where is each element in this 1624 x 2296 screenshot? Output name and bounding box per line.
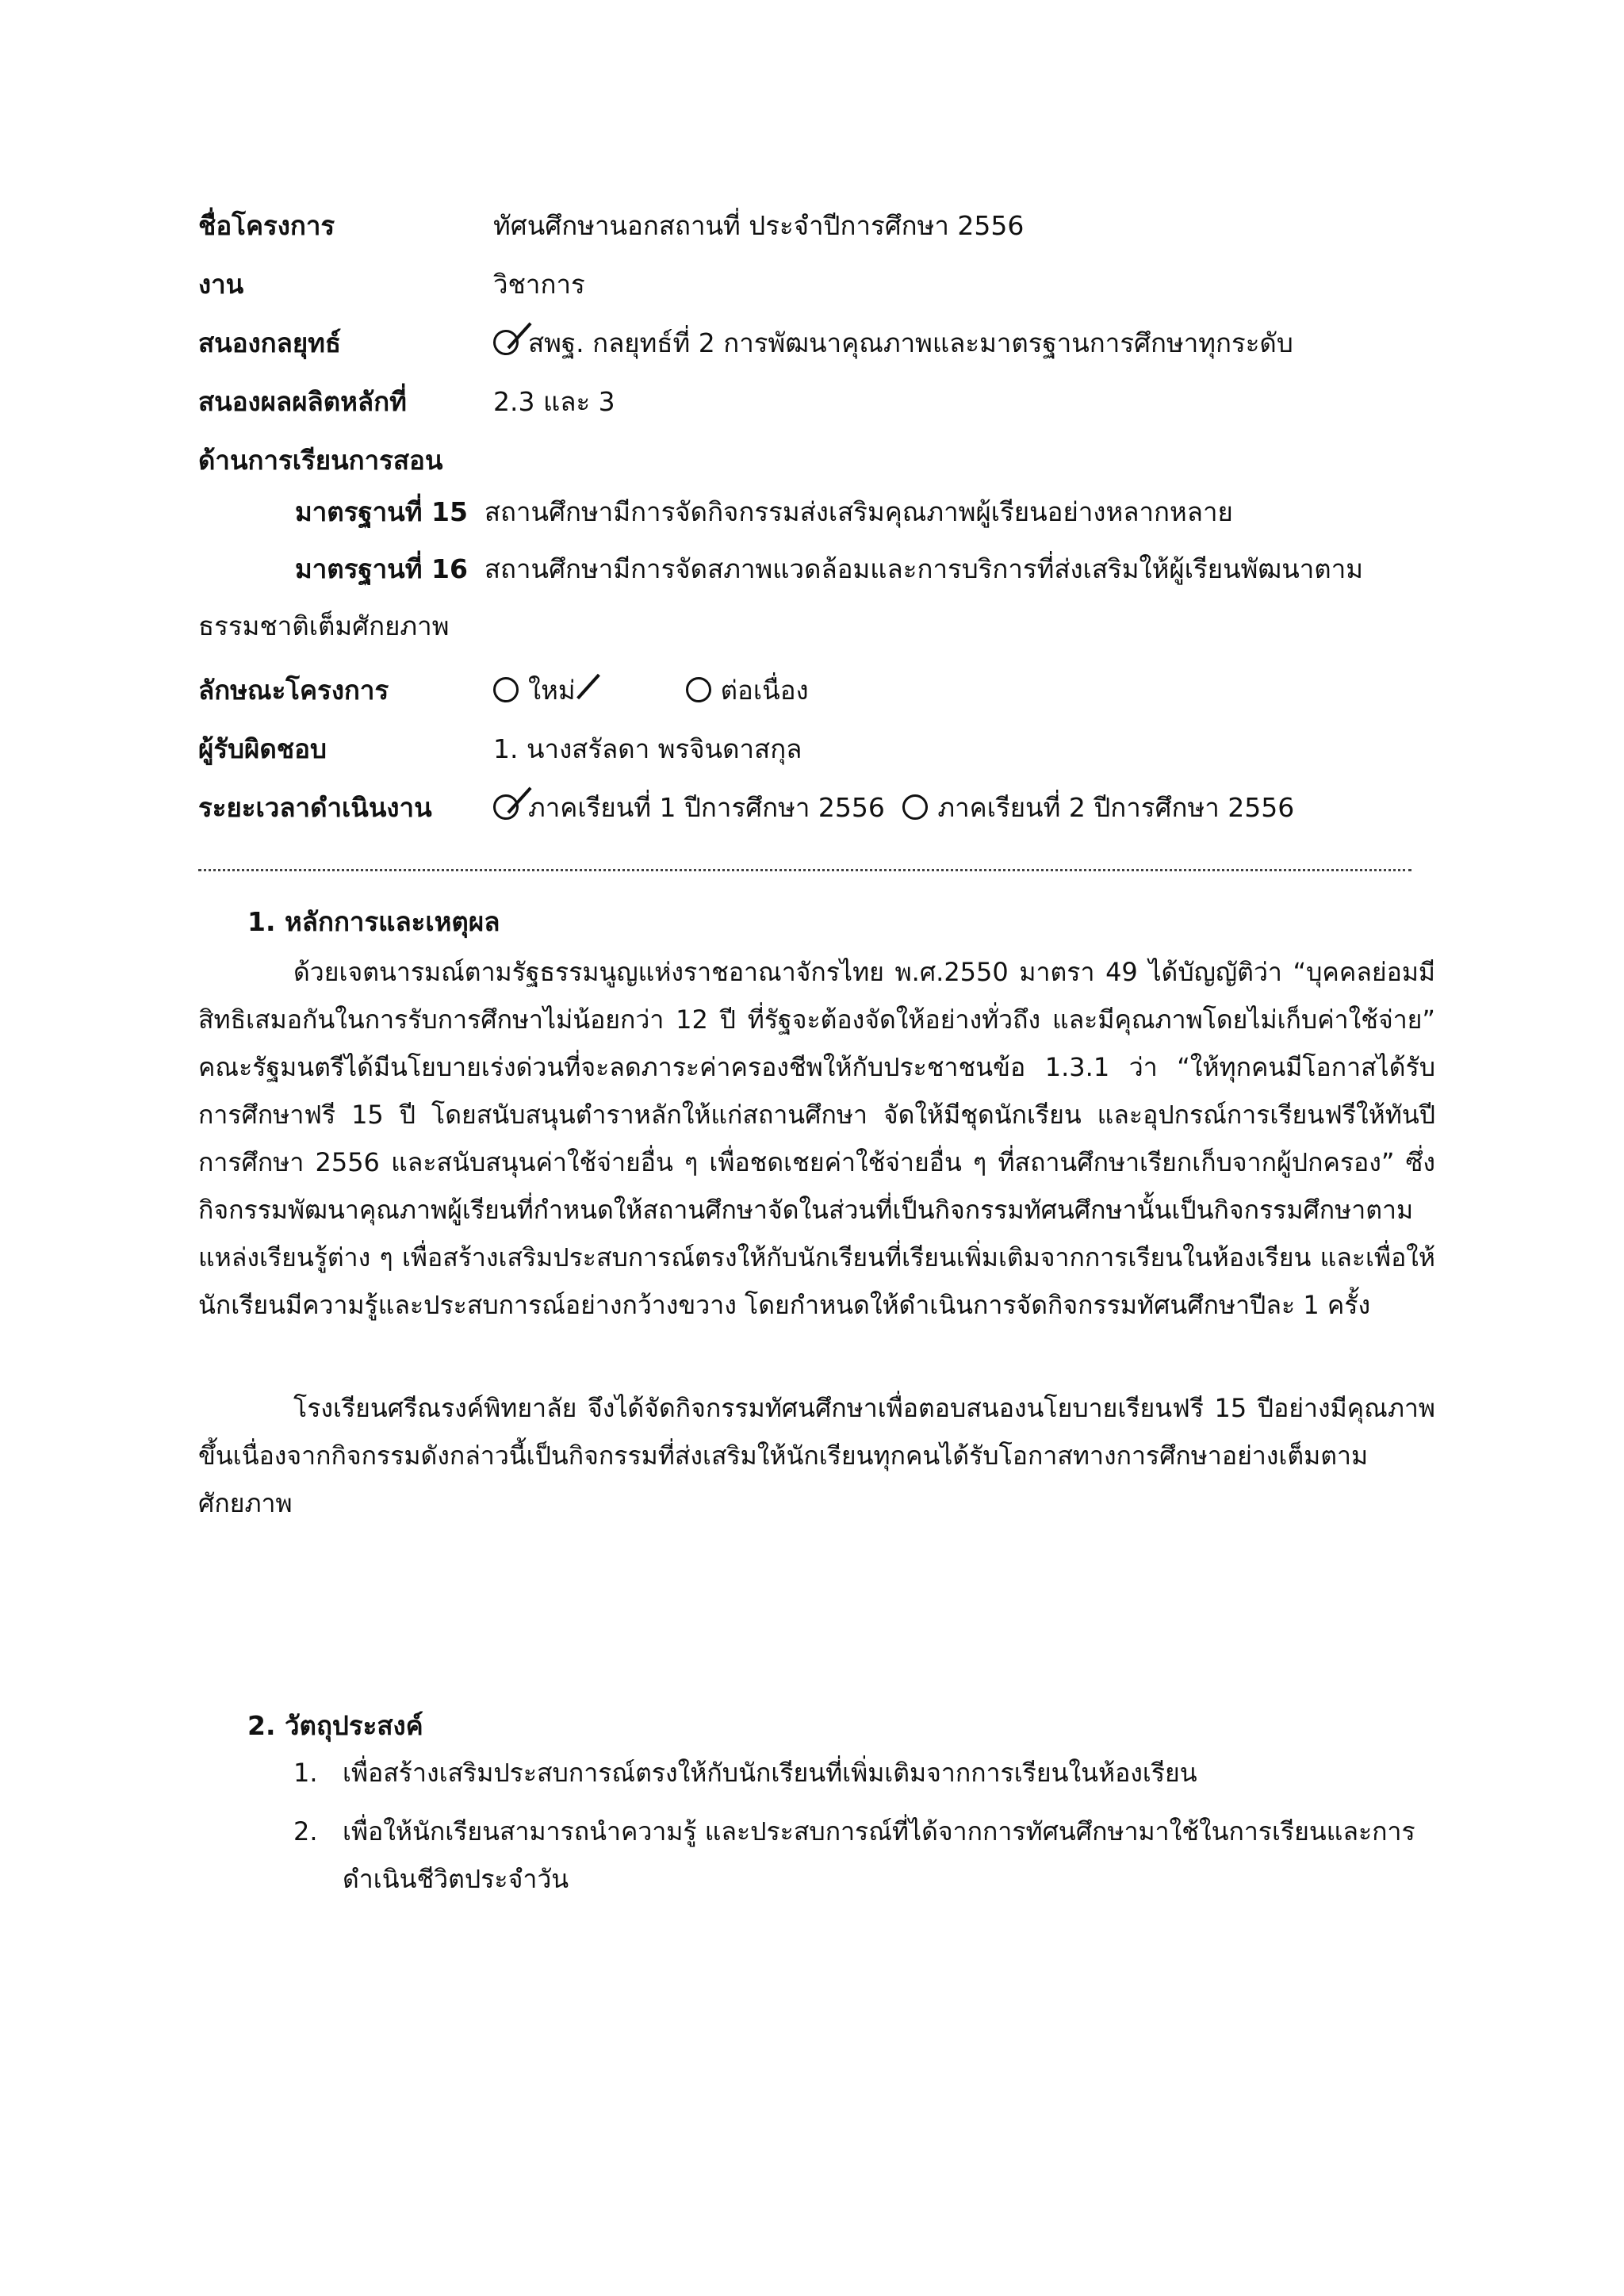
project-name-label: ชื่อโครงการ bbox=[198, 210, 335, 241]
objective-text: เพื่อสร้างเสริมประสบการณ์ตรงให้กับนักเรียนที่เพิ่มเติมจากการเรียนในห้องเรียน bbox=[343, 1758, 1197, 1788]
circle-icon bbox=[493, 677, 519, 702]
standard16-label: มาตรฐานที่ 16 bbox=[295, 553, 468, 584]
period-label: ระยะเวลาดำเนินงาน bbox=[198, 792, 432, 823]
standard15-row bbox=[295, 495, 1233, 530]
standard16-text: สถานศึกษามีการจัดสภาพแวดล้อมและการบริการที่ส่งเสริมให้ผู้เรียนพัฒนาตาม bbox=[484, 553, 1364, 584]
objective-item bbox=[293, 1808, 1435, 1903]
divider bbox=[198, 869, 1411, 871]
strategy-label: สนองกลยุทธ์ bbox=[198, 327, 342, 358]
work-value: วิชาการ bbox=[493, 269, 585, 300]
output-label: สนองผลผลิตหลักที่ bbox=[198, 386, 407, 417]
check-mark-icon bbox=[576, 674, 600, 699]
objective-number: 1. bbox=[293, 1758, 318, 1788]
standard15-label: มาตรฐานที่ 15 bbox=[295, 496, 468, 527]
output-value: 2.3 และ 3 bbox=[493, 386, 615, 417]
project-name-value: ทัศนศึกษานอกสถานที่ ประจำปีการศึกษา 2556 bbox=[493, 210, 1025, 241]
type-continue: ต่อเนื่อง bbox=[720, 675, 809, 706]
standard16-row bbox=[295, 552, 1363, 587]
type-new: ใหม่ bbox=[528, 675, 576, 706]
objective-text: เพื่อให้นักเรียนสามารถนำความรู้ และประสบการณ์ที่ได้จากการทัศนศึกษามาใช้ในการเรียนและการดำเนินชีวิตประจำวัน bbox=[343, 1816, 1415, 1894]
responsible-value: 1. นางสรัลดา พรจินดาสกุล bbox=[493, 733, 802, 764]
work-label: งาน bbox=[198, 269, 244, 300]
section1-para2: โรงเรียนศรีณรงค์พิทยาลัย จึงได้จัดกิจกรรมทัศนศึกษาเพื่อตอบสนองนโยบายเรียนฟรี 15 ปีอย่างมีคุณภาพขึ้นเนื่องจากกิจกรรมดังกล่าวนี้เป็นกิจกรรมที่ส่งเสริมให้นักเรียนทุกคนได้รับโอกาสทางการศึกษาอย่างเต็มตามศักยภาพ bbox=[198, 1393, 1435, 1518]
circle-icon bbox=[902, 794, 928, 820]
section1-para1: ด้วยเจตนารมณ์ตามรัฐธรรมนูญแห่งราชอาณาจักรไทย พ.ศ.2550 มาตรา 49 ได้บัญญัติว่า “บุคคลย่อมมีสิทธิเสมอกันในการรับการศึกษาไม่น้อยกว่า 12 ปี ที่รัฐจะต้องจัดให้อย่างทั่วถึง และมีคุณภาพโดยไม่เก็บค่าใช้จ่าย” คณะรัฐมนตรีได้มีนโยบายเร่งด่วนที่จะลดภาระค่าครองชีพให้กับประชาชนข้อ 1.3.1 ว่า “ให้ทุกคนมีโอกาสได้รับการศึกษาฟรี 15 ปี โดยสนับสนุนตำราหลักให้แก่สถานศึกษา จัดให้มีชุดนักเรียน และอุปกรณ์การเรียนฟรีให้ทันปีการศึกษา 2556 และสนับสนุนค่าใช้จ่ายอื่น ๆ เพื่อชดเชยค่าใช้จ่ายอื่น ๆ ที่สถานศึกษาเรียกเก็บจากผู้ปกครอง” ซึ่งกิจกรรมพัฒนาคุณภาพผู้เรียนที่กำหนดให้สถานศึกษาจัดในส่วนที่เป็นกิจกรรมทัศนศึกษานั้นเป็นกิจกรรมศึกษาตามแหล่งเรียนรู้ต่าง ๆ เพื่อสร้างเสริมประสบการณ์ตรงให้กับนักเรียนที่เรียนเพิ่มเติมจากการเรียนในห้องเรียน และเพื่อให้นักเรียนมีความรู้และประสบการณ์อย่างกว้างขวาง โดยกำหนดให้ดำเนินการจัดกิจกรรมทัศนศึกษาปีละ 1 ครั้ง bbox=[198, 957, 1435, 1320]
responsible-label: ผู้รับผิดชอบ bbox=[198, 733, 327, 764]
standard15-text: สถานศึกษามีการจัดกิจกรรมส่งเสริมคุณภาพผู้เรียนอย่างหลากหลาย bbox=[484, 496, 1233, 527]
strategy-value: สพฐ. กลยุทธ์ที่ 2 การพัฒนาคุณภาพและมาตรฐานการศึกษาทุกระดับ bbox=[528, 327, 1293, 358]
standard16-cont: ธรรมชาติเต็มศักยภาพ bbox=[198, 610, 450, 641]
strategy-row bbox=[493, 322, 1293, 364]
period-term1: ภาคเรียนที่ 1 ปีการศึกษา 2556 bbox=[528, 792, 885, 823]
section2-heading: 2. วัตถุประสงค์ bbox=[247, 1710, 423, 1741]
period-options bbox=[493, 786, 1294, 828]
period-term2: ภาคเรียนที่ 2 ปีการศึกษา 2556 bbox=[937, 792, 1295, 823]
teaching-label: ด้านการเรียนการสอน bbox=[198, 445, 443, 476]
objective-item bbox=[293, 1749, 1435, 1797]
type-options bbox=[493, 669, 809, 711]
section1-heading: 1. หลักการและเหตุผล bbox=[247, 906, 500, 937]
circle-icon bbox=[686, 677, 711, 702]
checked-circle-icon bbox=[493, 794, 519, 820]
checked-circle-icon bbox=[493, 330, 519, 355]
type-label: ลักษณะโครงการ bbox=[198, 675, 389, 706]
objective-number: 2. bbox=[293, 1816, 318, 1846]
